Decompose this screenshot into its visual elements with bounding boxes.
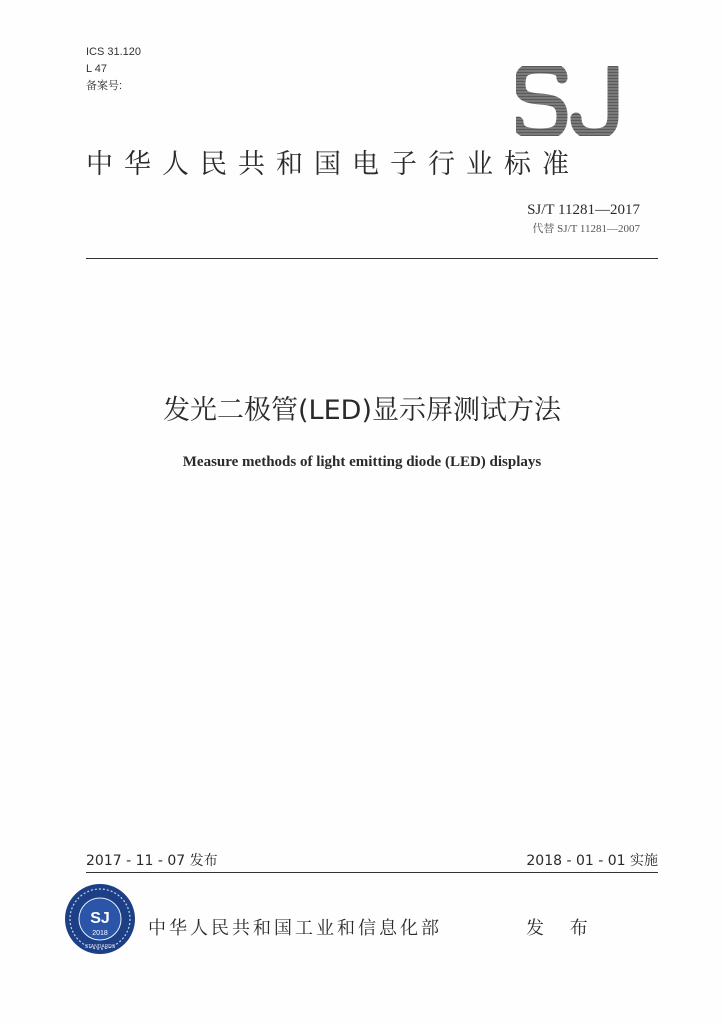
issuing-body-title: 中华人民共和国电子行业标准 <box>86 149 580 180</box>
document-meta <box>86 44 141 95</box>
replaced-standard: 代替 SJ/T 11281—2007 <box>532 223 640 235</box>
publish-label: 发 布 <box>526 918 598 939</box>
implementation-date: 2018 - 01 - 01 实施 <box>526 853 658 869</box>
document-title-chinese: 发光二极管(LED)显示屏测试方法 <box>163 395 561 426</box>
top-divider <box>86 258 658 259</box>
document-title-english: Measure methods of light emitting diode (LED) displays <box>182 454 542 470</box>
record-number-label: 备案号: <box>86 80 123 92</box>
sj-logo-icon <box>516 66 626 136</box>
svg-text:SJ: SJ <box>90 910 110 927</box>
svg-text:STANDARDS: STANDARDS <box>84 944 116 950</box>
classification-code: L 47 <box>86 63 108 75</box>
sj-standards-seal-icon <box>63 882 137 956</box>
ics-code: ICS 31.120 <box>86 46 142 58</box>
issuing-ministry: 中华人民共和国工业和信息化部 <box>148 918 442 939</box>
issue-date: 2017 - 11 - 07 发布 <box>86 853 218 869</box>
svg-text:2018: 2018 <box>92 930 108 937</box>
standard-number-block <box>527 200 640 238</box>
standard-number: SJ/T 11281—2017 <box>527 202 640 218</box>
bottom-divider <box>86 872 658 873</box>
